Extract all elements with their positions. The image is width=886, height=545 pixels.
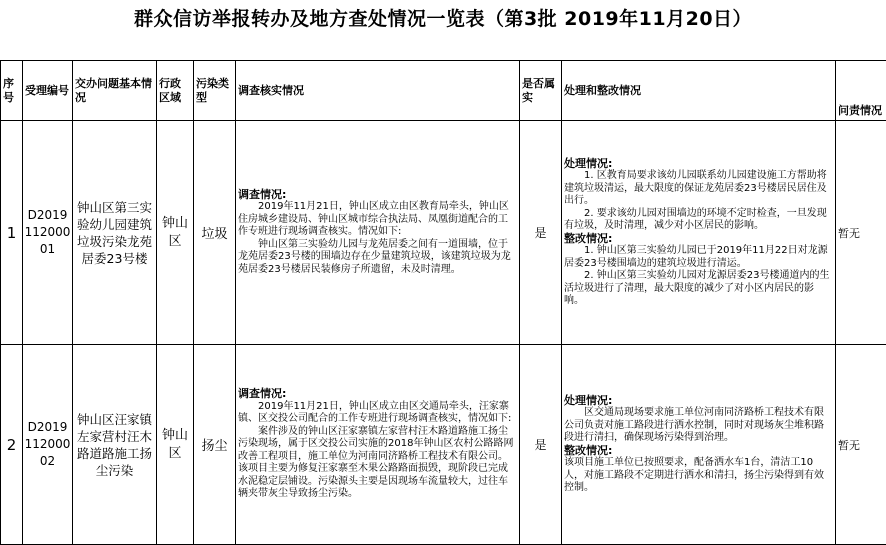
header-handling: 处理和整改情况 — [562, 61, 836, 121]
row-handling — [562, 121, 836, 345]
investigation-paragraph: 钟山区第三实验幼儿园与龙苑居委之间有一道围墙，位于龙苑居委23号楼的围墙边存在少量建筑垃圾，该建筑垃圾为龙苑居委23号楼居民装修房子所遗留，未及时清理。 — [238, 239, 517, 277]
row-investigation — [236, 345, 520, 545]
table-row — [1, 121, 886, 345]
header-verified: 是否属实 — [520, 61, 562, 121]
handling-label: 处理情况: — [564, 395, 833, 408]
row-basic: 钟山区第三实验幼儿园建筑垃圾污染龙苑居委23号楼 — [73, 121, 157, 345]
header-row — [1, 61, 886, 121]
investigation-label: 调查情况: — [238, 189, 517, 202]
rectification-paragraph: 该项目施工单位已按照要求，配备洒水车1台，清洁工10人，对施工路段不定期进行洒水和清扫，扬尘污染得到有效控制。 — [564, 457, 833, 495]
handling-paragraph: 区交通局现场要求施工单位河南同济路桥工程技术有限公司负责对施工路段进行洒水控制，同时对现场灰尘堆积路段进行清扫，确保现场污染得到治理。 — [564, 407, 833, 445]
row-handling — [562, 345, 836, 545]
report-table — [0, 60, 886, 545]
handling-paragraph: 1. 区教育局要求该幼儿园联系幼儿园建设施工方帮助将建筑垃圾清运，最大限度的保证龙苑居委23号楼居民居住及出行。 — [564, 170, 833, 208]
investigation-paragraph: 案件涉及的钟山区汪家寨镇左家营村汪木路道路施工扬尘污染现场，属于区交投公司实施的2018年钟山区农村公路路网改善工程项目，施工单位为河南同济路桥工程技术有限公司。该项目主要为修复汪家寨至木果公路路面损毁，现阶段已完成水泥稳定层铺设。污染源头主要是因现场车流量较大，过往车辆夹带灰尘导致扬尘污染。 — [238, 426, 517, 501]
handling-label: 处理情况: — [564, 158, 833, 171]
investigation-paragraph: 2019年11月21日，钟山区成立由区教育局牵头，钟山区住房城乡建设局、钟山区城市综合执法局、凤凰街道配合的工作专班进行现场调查核实。情况如下: — [238, 201, 517, 239]
row-seq: 1 — [1, 121, 23, 345]
row-verified: 是 — [520, 345, 562, 545]
rectification-label: 整改情况: — [564, 233, 833, 246]
investigation-label: 调查情况: — [238, 388, 517, 401]
header-report-id: 受理编号 — [23, 61, 73, 121]
row-verified: 是 — [520, 121, 562, 345]
header-investigation: 调查核实情况 — [236, 61, 520, 121]
row-pollution-type: 扬尘 — [194, 345, 236, 545]
row-report-id: D201911200001 — [23, 121, 73, 345]
header-basic: 交办问题基本情况 — [73, 61, 157, 121]
handling-paragraph: 2. 要求该幼儿园对围墙边的环境不定时检查，一旦发现有垃圾，及时清理，减少对小区居民的影响。 — [564, 208, 833, 233]
header-seq: 序号 — [1, 61, 23, 121]
rectification-label: 整改情况: — [564, 445, 833, 458]
row-investigation — [236, 121, 520, 345]
row-accountability: 暂无 — [836, 345, 886, 545]
header-area: 行政区域 — [157, 61, 194, 121]
header-accountability: 问责情况 — [836, 61, 886, 121]
header-pollution-type: 污染类型 — [194, 61, 236, 121]
investigation-paragraph: 2019年11月21日，钟山区成立由区交通局牵头，汪家寨镇、区交投公司配合的工作专班进行现场调查核实，情况如下: — [238, 401, 517, 426]
row-report-id: D201911200002 — [23, 345, 73, 545]
page-title: 群众信访举报转办及地方查处情况一览表（第3批 2019年11月20日） — [0, 4, 886, 31]
row-accountability: 暂无 — [836, 121, 886, 345]
row-pollution-type: 垃圾 — [194, 121, 236, 345]
row-area: 钟山区 — [157, 121, 194, 345]
row-seq: 2 — [1, 345, 23, 545]
table-row — [1, 345, 886, 545]
row-basic: 钟山区汪家镇左家营村汪木路道路施工扬尘污染 — [73, 345, 157, 545]
rectification-paragraph: 2. 钟山区第三实验幼儿园对龙源居委23号楼通道内的生活垃圾进行了清理，最大限度的减少了对小区内居民的影响。 — [564, 270, 833, 308]
rectification-paragraph: 1. 钟山区第三实验幼儿园已于2019年11月22日对龙源居委23号楼围墙边的建筑垃圾进行清运。 — [564, 245, 833, 270]
row-area: 钟山区 — [157, 345, 194, 545]
